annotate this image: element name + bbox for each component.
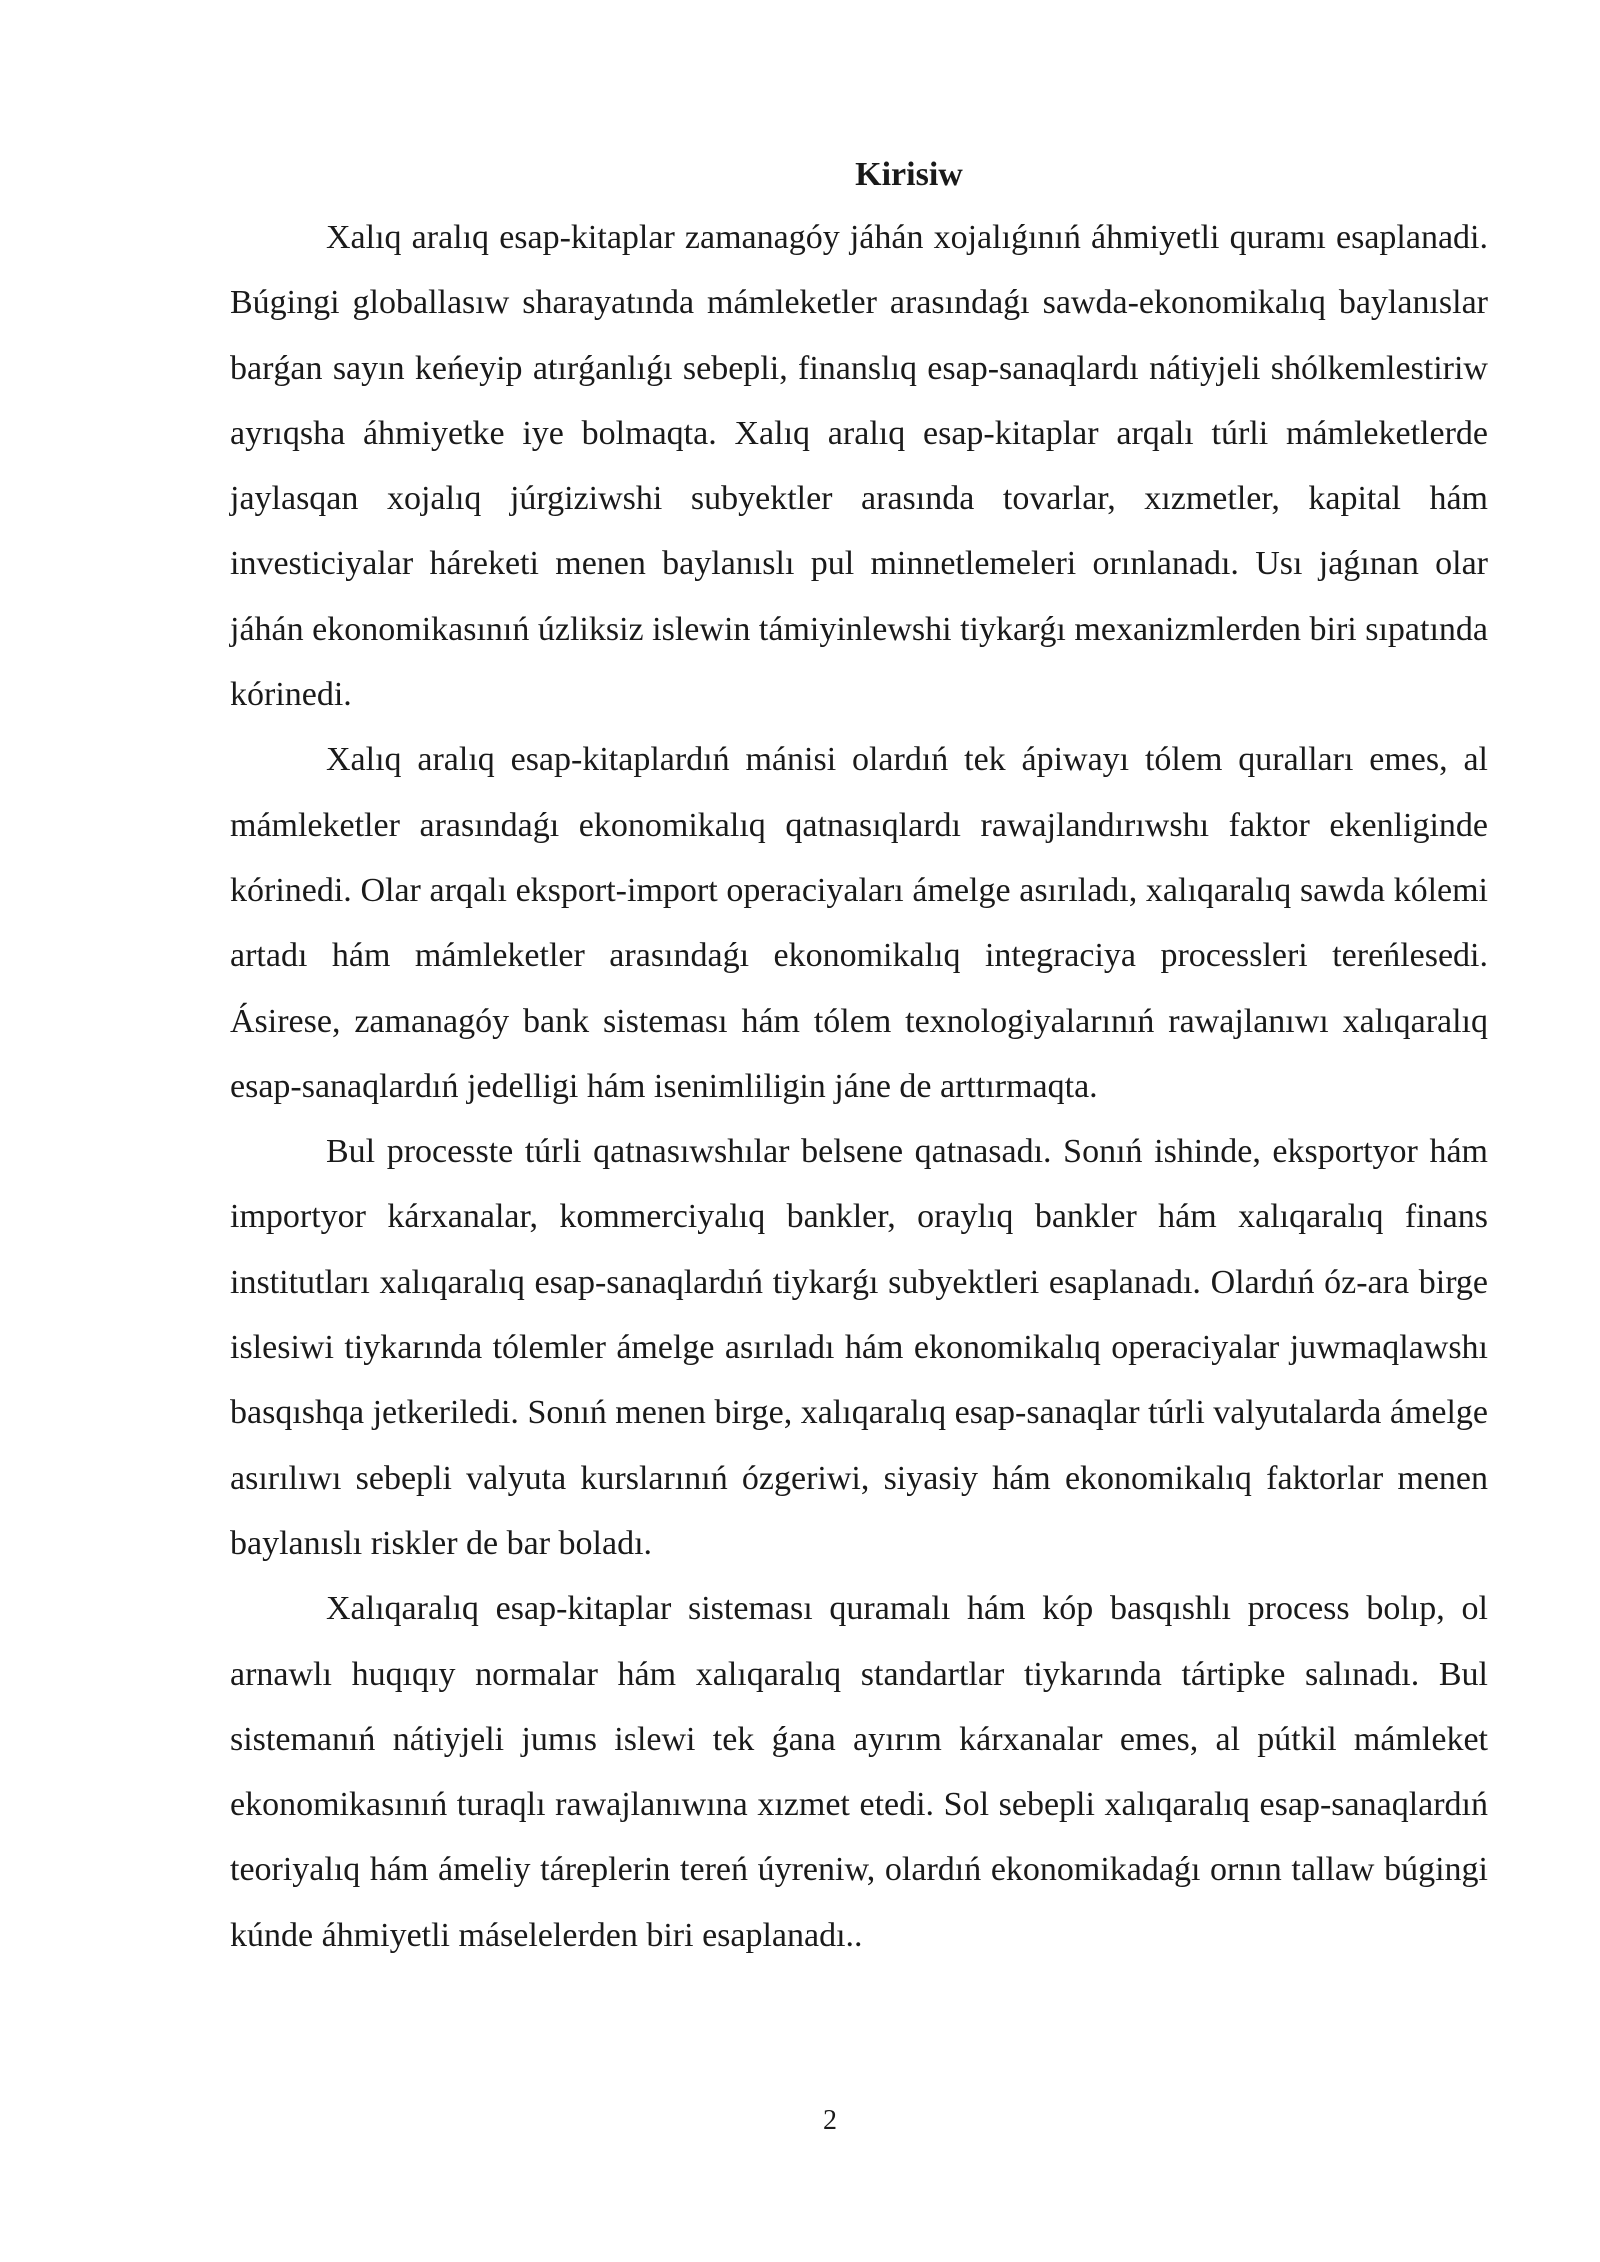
page-title: Kirisiw: [855, 156, 963, 193]
page-number: 2: [823, 2105, 837, 2136]
page-body: [230, 145, 1488, 1968]
paragraph-2: Xalıq aralıq esap-kitaplardıń mánisi olardıń tek ápiwayı tólem quralları emes, al mámleketler arasındaǵı ekonomikalıq qatnasıqlardı rawajlandırıwshı faktor ekenliginde kórinedi. Olar arqalı eksport-import operaciyaları ámelge asırıladı, xalıqaralıq sawda kólemi artadı hám mámleketler arasındaǵı ekonomikalıq integraciya processleri tereńlesedi. Ásirese, zamanagóy bank sisteması hám tólem texnologiyalarınıń rawajlanıwı xalıqaralıq esap-sanaqlardıń jedelligi hám isenimliligin jáne de arttırmaqta.: [230, 741, 1488, 1105]
paragraph-3: Bul processte túrli qatnasıwshılar belsene qatnasadı. Sonıń ishinde, eksportyor hám importyor kárxanalar, kommerciyalıq bankler, oraylıq bankler hám xalıqaralıq finans institutları xalıqaralıq esap-sanaqlardıń tiykarǵı subyektleri esaplanadı. Olardıń óz-ara birge islesiwi tiykarında tólemler ámelge asırıladı hám ekonomikalıq operaciyalar juwmaqlawshı basqıshqa jetkeriledi. Sonıń menen birge, xalıqaralıq esap-sanaqlar túrli valyutalarda ámelge asırılıwı sebepli valyuta kurslarınıń ózgeriwi, siyasiy hám ekonomikalıq faktorlar menen baylanıslı riskler de bar boladı.: [230, 1133, 1488, 1562]
paragraph-4: Xalıqaralıq esap-kitaplar sisteması quramalı hám kóp basqıshlı process bolıp, ol arnawlı huqıqıy normalar hám xalıqaralıq standartlar tiykarında tártipke salınadı. Bul sistemanıń nátiyjeli jumıs islewi tek ǵana ayırım kárxanalar emes, al pútkil mámleket ekonomikasınıń turaqlı rawajlanıwına xızmet etedi. Sol sebepli xalıqaralıq esap-sanaqlardıń teoriyalıq hám ámeliy táreplerin tereń úyreniw, olardıń ekonomikadaǵı ornın tallaw búgingi kúnde áhmiyetli máselelerden biri esaplanadı..: [230, 1590, 1488, 1954]
paragraph-1: Xalıq aralıq esap-kitaplar zamanagóy jáhán xojalıǵınıń áhmiyetli quramı esaplanadi. Búgingi globallasıw sharayatında mámleketler arasındaǵı sawda-ekonomikalıq baylanıslar barǵan sayın keńeyip atırǵanlıǵı sebepli, finanslıq esap-sanaqlardı nátiyjeli shólkemlestiriw ayrıqsha áhmiyetke iye bolmaqta. Xalıq aralıq esap-kitaplar arqalı túrli mámleketlerde jaylasqan xojalıq júrgiziwshi subyektler arasında tovarlar, xızmetler, kapital hám investiciyalar háreketi menen baylanıslı pul minnetlemeleri orınlanadı. Usı jaǵınan olar jáhán ekonomikasınıń úzliksiz islewin támiyinlewshi tiykarǵı mexanizmlerden biri sıpatında kórinedi.: [230, 219, 1488, 714]
